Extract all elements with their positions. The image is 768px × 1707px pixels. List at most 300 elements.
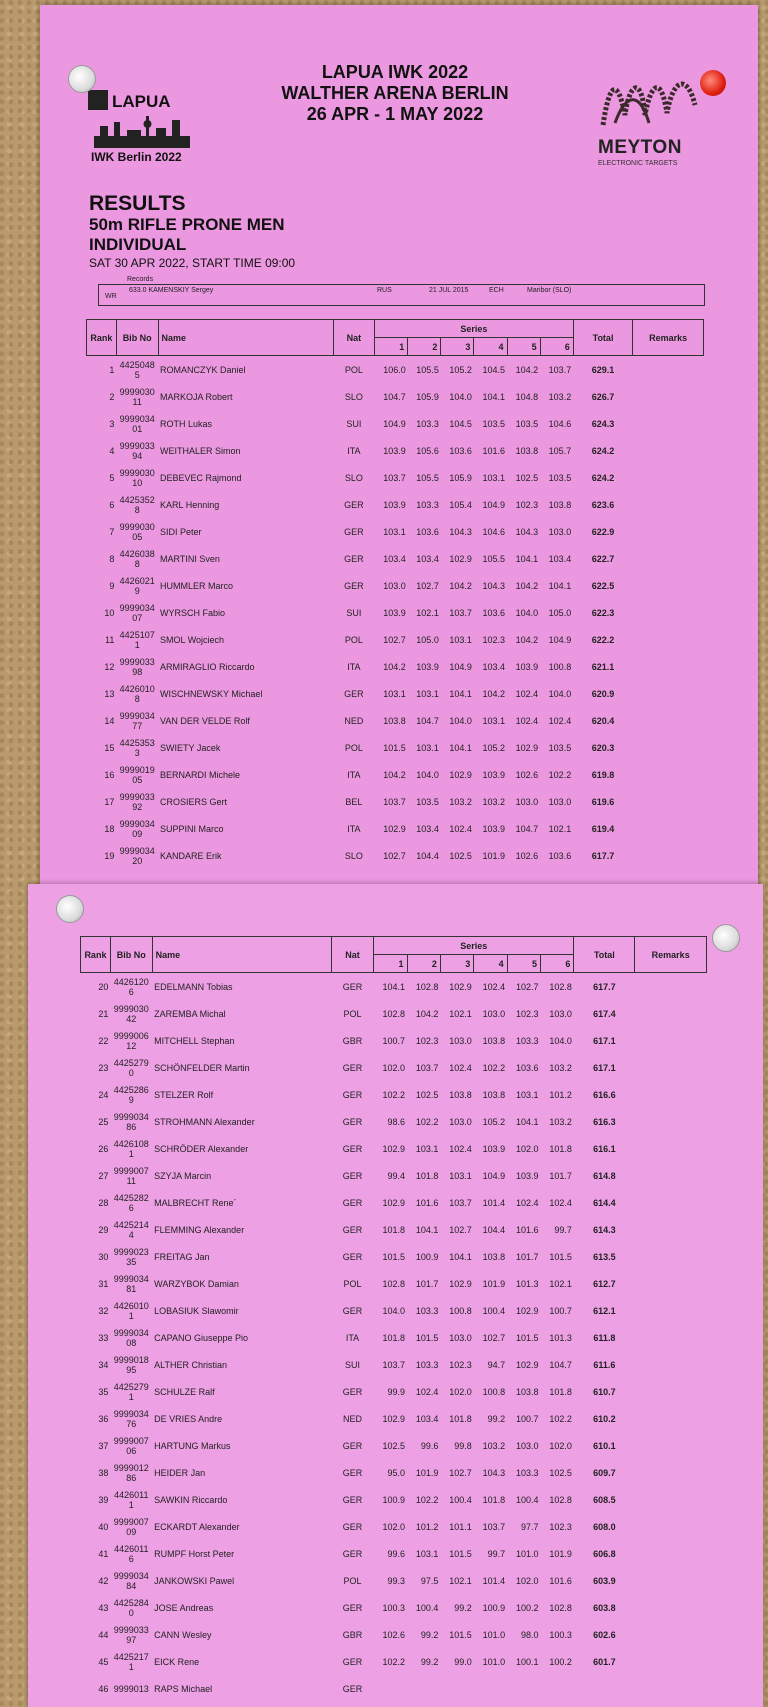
bib-number: 9999030 xyxy=(119,521,155,532)
bib-number: 9999033 xyxy=(119,440,155,451)
series-2-cell: 103.4 xyxy=(416,553,439,564)
series-4-cell: 101.8 xyxy=(482,1494,506,1505)
total-cell: 610.2 xyxy=(593,1413,616,1424)
bib-cell xyxy=(110,973,152,1001)
series-3-cell: 104.9 xyxy=(449,661,472,672)
table-row xyxy=(81,1000,707,1027)
series-4-cell: 104.1 xyxy=(482,391,506,402)
series-4-cell: 105.2 xyxy=(482,742,506,753)
series-2-cell: 103.1 xyxy=(416,688,439,699)
series-4-cell: 100.4 xyxy=(482,1305,506,1316)
total-cell: 612.7 xyxy=(593,1278,616,1289)
series-3-cell: 102.5 xyxy=(449,850,472,861)
series-2-cell: 103.5 xyxy=(416,796,439,807)
col-bib: Bib No xyxy=(116,320,158,356)
table-row xyxy=(81,1675,707,1702)
nation-cell: GER xyxy=(342,1116,363,1127)
athlete-name: ECKARDT Alexander xyxy=(154,1521,240,1532)
athlete-name: ALTHER Christian xyxy=(154,1359,228,1370)
series-5-cell: 102.0 xyxy=(516,1143,539,1154)
bib-suffix: 97 xyxy=(126,1634,137,1645)
series-2-cell: 101.6 xyxy=(415,1197,439,1208)
series-5-cell: 102.6 xyxy=(515,769,539,780)
bib-cell xyxy=(110,1000,152,1027)
table-row xyxy=(87,545,704,572)
nation-cell: SLO xyxy=(344,391,363,402)
nation-cell: NED xyxy=(344,715,364,726)
nation-cell: GER xyxy=(344,553,364,564)
rank-cell: 17 xyxy=(104,796,115,807)
series-4-cell: 103.1 xyxy=(482,472,506,483)
bib-cell xyxy=(110,1189,152,1216)
table-row xyxy=(81,1027,707,1054)
athlete-name: SCHULZE Ralf xyxy=(154,1386,215,1397)
col-series: Series xyxy=(375,320,574,338)
athlete-name: CROSIERS Gert xyxy=(160,796,228,807)
series-2-cell: 101.7 xyxy=(415,1278,439,1289)
series-3-cell: 102.0 xyxy=(449,1386,472,1397)
bib-suffix: 98 xyxy=(132,666,143,677)
series-1-cell: 102.9 xyxy=(382,1197,406,1208)
remarks-cell xyxy=(635,1270,707,1297)
series-4-cell: 104.6 xyxy=(482,526,506,537)
record-date: 21 JUL 2015 xyxy=(429,287,469,294)
col-s1: 1 xyxy=(375,338,408,356)
bib-cell xyxy=(110,1135,152,1162)
remarks-cell xyxy=(633,356,704,384)
bib-number: 9999034 xyxy=(119,413,155,424)
series-6-cell: 103.2 xyxy=(548,391,572,402)
total-cell: 622.3 xyxy=(591,607,615,618)
series-3-cell: 103.0 xyxy=(449,1116,472,1127)
table-row xyxy=(87,464,704,491)
total-cell: 622.5 xyxy=(591,580,615,591)
bib-number: 9999033 xyxy=(113,1624,149,1635)
series-5-cell: 104.0 xyxy=(515,607,539,618)
series-6-cell: 102.2 xyxy=(549,1413,572,1424)
bib-number: 4426010 xyxy=(119,683,155,694)
record-nat: RUS xyxy=(377,287,392,294)
bib-cell xyxy=(110,1486,152,1513)
bib-number: 9999007 xyxy=(113,1435,149,1446)
results-table-page-1 xyxy=(86,319,704,869)
table-row xyxy=(81,973,707,1001)
col-s3: 3 xyxy=(440,955,473,973)
total-cell: 606.8 xyxy=(593,1548,616,1559)
nation-cell: GER xyxy=(342,1440,363,1451)
nation-cell: SLO xyxy=(344,472,363,483)
total-cell: 621.1 xyxy=(591,661,615,672)
bib-cell xyxy=(110,1405,152,1432)
series-3-cell: 99.0 xyxy=(454,1656,472,1667)
series-5-cell: 102.4 xyxy=(515,715,539,726)
total-cell: 610.7 xyxy=(593,1386,616,1397)
series-1-cell: 99.4 xyxy=(387,1170,406,1181)
total-cell: 626.7 xyxy=(591,391,615,402)
series-4-cell: 101.0 xyxy=(482,1629,506,1640)
athlete-name: ARMIRAGLIO Riccardo xyxy=(160,661,255,672)
bib-suffix: 76 xyxy=(126,1418,137,1429)
series-4-cell: 103.4 xyxy=(482,661,506,672)
remarks-cell xyxy=(633,545,704,572)
total-cell: 602.6 xyxy=(593,1629,616,1640)
bib-cell xyxy=(116,518,158,545)
bib-cell xyxy=(116,356,158,384)
athlete-name: ZAREMBA Michal xyxy=(154,1008,226,1019)
remarks-cell xyxy=(635,1567,707,1594)
series-5-cell: 102.9 xyxy=(516,1305,539,1316)
remarks-cell xyxy=(635,1216,707,1243)
total-cell: 619.6 xyxy=(591,796,615,807)
series-3-cell: 105.9 xyxy=(449,472,472,483)
athlete-name: MITCHELL Stephan xyxy=(154,1035,235,1046)
total-cell: 603.9 xyxy=(593,1575,616,1586)
col-s4: 4 xyxy=(474,338,507,356)
nation-cell: ITA xyxy=(347,769,361,780)
nation-cell: POL xyxy=(344,634,363,645)
bib-number: 9999034 xyxy=(113,1327,149,1338)
athlete-name: SCHRÖDER Alexander xyxy=(154,1143,249,1154)
series-6-cell: 102.8 xyxy=(549,981,572,992)
bib-number: 4425214 xyxy=(113,1219,149,1230)
series-6-cell: 103.6 xyxy=(548,850,572,861)
series-5-cell: 104.7 xyxy=(515,823,539,834)
rank-cell: 3 xyxy=(109,418,115,429)
series-4-cell: 104.2 xyxy=(482,688,506,699)
bib-suffix: 42 xyxy=(126,1013,137,1024)
series-3-cell: 102.1 xyxy=(449,1575,472,1586)
bib-cell xyxy=(116,842,158,869)
series-6-cell: 103.2 xyxy=(549,1062,572,1073)
bib-suffix: 94 xyxy=(132,450,143,461)
total-cell: 620.3 xyxy=(591,742,615,753)
rank-cell: 13 xyxy=(104,688,115,699)
series-6-cell: 103.0 xyxy=(548,526,572,537)
series-5-cell: 97.7 xyxy=(521,1521,539,1532)
series-1-cell: 102.9 xyxy=(383,823,406,834)
rank-cell: 29 xyxy=(98,1224,109,1235)
series-3-cell: 102.4 xyxy=(449,1143,472,1154)
bib-number: 9999034 xyxy=(119,710,155,721)
series-4-cell: 100.8 xyxy=(482,1386,506,1397)
bib-suffix: 01 xyxy=(132,423,143,434)
series-6-cell: 104.1 xyxy=(548,580,572,591)
col-nat: Nat xyxy=(331,937,373,973)
lapua-mark-icon xyxy=(88,90,108,110)
athlete-name: DEBEVEC Rajmond xyxy=(160,472,242,483)
series-4-cell: 103.9 xyxy=(482,823,506,834)
bib-cell xyxy=(110,1054,152,1081)
lapua-event-text: IWK Berlin 2022 xyxy=(91,150,182,164)
bib-number: 4426011 xyxy=(114,1489,149,1500)
bib-cell xyxy=(116,707,158,734)
bib-number: 4425352 xyxy=(119,494,155,505)
total-cell: 617.7 xyxy=(593,981,616,992)
series-5-cell: 103.1 xyxy=(516,1089,539,1100)
series-3-cell: 99.8 xyxy=(454,1440,472,1451)
bib-suffix: 9 xyxy=(134,585,140,596)
bib-cell xyxy=(110,1216,152,1243)
series-5-cell: 103.9 xyxy=(516,1170,539,1181)
series-6-cell: 102.3 xyxy=(549,1521,572,1532)
bib-suffix: 77 xyxy=(132,720,143,731)
series-6-cell: 101.9 xyxy=(549,1548,572,1559)
athlete-name: EDELMANN Tobias xyxy=(154,981,233,992)
bib-suffix: 06 xyxy=(126,1445,137,1456)
nation-cell: POL xyxy=(344,742,363,753)
bib-cell xyxy=(110,1270,152,1297)
total-cell: 612.1 xyxy=(593,1305,616,1316)
series-6-cell: 104.0 xyxy=(548,688,572,699)
series-3-cell: 102.4 xyxy=(449,1062,472,1073)
remarks-cell xyxy=(635,1378,707,1405)
series-5-cell: 104.3 xyxy=(515,526,539,537)
table-row xyxy=(81,1162,707,1189)
series-2-cell: 104.2 xyxy=(415,1008,439,1019)
series-3-cell: 102.3 xyxy=(449,1359,472,1370)
bib-cell xyxy=(116,761,158,788)
series-3-cell: 103.6 xyxy=(449,445,472,456)
bib-cell xyxy=(110,1027,152,1054)
bib-suffix: 0 xyxy=(128,1067,134,1078)
rank-cell: 9 xyxy=(109,580,115,591)
series-3-cell: 101.1 xyxy=(449,1521,472,1532)
bib-number: 4426038 xyxy=(119,548,155,559)
remarks-cell xyxy=(635,973,707,1001)
series-2-cell xyxy=(407,1675,440,1702)
total-cell: 619.8 xyxy=(591,769,615,780)
remarks-cell xyxy=(633,626,704,653)
series-1-cell: 99.6 xyxy=(387,1548,406,1559)
bib-suffix: 1 xyxy=(128,1391,134,1402)
series-3-cell: 104.1 xyxy=(449,688,472,699)
series-3-cell: 104.1 xyxy=(449,742,472,753)
bib-number: 9999034 xyxy=(119,818,155,829)
athlete-name: SZYJA Marcin xyxy=(154,1170,212,1181)
bib-suffix: 05 xyxy=(132,531,143,542)
bib-suffix: 20 xyxy=(132,855,143,866)
total-cell: 603.8 xyxy=(593,1602,616,1613)
series-6-cell: 100.8 xyxy=(548,661,572,672)
athlete-name: HUMMLER Marco xyxy=(160,580,234,591)
series-5-cell: 101.0 xyxy=(516,1548,539,1559)
bib-suffix: 5 xyxy=(134,369,140,380)
table-row xyxy=(81,1405,707,1432)
bib-number: 9999034 xyxy=(113,1408,149,1419)
pushpin-icon xyxy=(712,924,740,952)
total-cell: 616.3 xyxy=(593,1116,616,1127)
col-s4: 4 xyxy=(474,955,507,973)
series-4-cell: 101.4 xyxy=(482,1197,506,1208)
series-5-cell: 102.9 xyxy=(515,742,539,753)
total-cell: 622.7 xyxy=(591,553,615,564)
athlete-name: VAN DER VELDE Rolf xyxy=(160,715,250,726)
total-cell: 610.1 xyxy=(593,1440,616,1451)
lapua-brand-text: LAPUA xyxy=(112,92,171,111)
series-3-cell xyxy=(440,1675,473,1702)
bib-suffix: 11 xyxy=(126,1175,136,1186)
series-3-cell: 104.0 xyxy=(449,715,472,726)
series-5-cell: 103.8 xyxy=(516,1386,539,1397)
results-heading-block xyxy=(89,193,295,271)
table-row xyxy=(87,599,704,626)
series-4-cell: 101.4 xyxy=(482,1575,506,1586)
nation-cell: GER xyxy=(344,580,364,591)
nation-cell: POL xyxy=(344,364,363,375)
nation-cell: GER xyxy=(342,1305,363,1316)
total-cell: 609.7 xyxy=(593,1467,616,1478)
table-row xyxy=(81,1594,707,1621)
table-row xyxy=(81,1216,707,1243)
series-3-cell: 101.5 xyxy=(449,1548,472,1559)
athlete-name: FLEMMING Alexander xyxy=(154,1224,245,1235)
remarks-cell xyxy=(635,1486,707,1513)
series-5-cell: 102.4 xyxy=(516,1197,539,1208)
athlete-name: STELZER Rolf xyxy=(154,1089,214,1100)
athlete-name: RUMPF Horst Peter xyxy=(154,1548,235,1559)
series-2-cell: 101.2 xyxy=(415,1521,439,1532)
remarks-cell xyxy=(635,1324,707,1351)
total-cell: 617.1 xyxy=(593,1035,616,1046)
nation-cell: GBR xyxy=(342,1629,363,1640)
bib-cell xyxy=(110,1567,152,1594)
series-3-cell: 103.7 xyxy=(449,1197,472,1208)
series-6-cell: 102.4 xyxy=(549,1197,572,1208)
series-4-cell: 103.8 xyxy=(482,1251,506,1262)
rank-cell: 40 xyxy=(98,1521,109,1532)
series-5-cell: 100.2 xyxy=(516,1602,539,1613)
col-rank: Rank xyxy=(81,937,111,973)
meyton-logo xyxy=(595,65,715,175)
nation-cell: GER xyxy=(342,981,363,992)
series-5-cell xyxy=(507,1675,540,1702)
remarks-cell xyxy=(633,815,704,842)
event-title-line-2: WALTHER ARENA BERLIN xyxy=(281,83,509,103)
remarks-cell xyxy=(635,1297,707,1324)
table-row xyxy=(87,815,704,842)
total-cell: 616.1 xyxy=(593,1143,616,1154)
rank-cell: 37 xyxy=(98,1440,109,1451)
nation-cell: GER xyxy=(342,1494,363,1505)
series-6-cell: 103.0 xyxy=(549,1008,572,1019)
series-1-cell: 103.7 xyxy=(382,1359,406,1370)
col-total: Total xyxy=(574,937,635,973)
series-4-cell: 105.2 xyxy=(482,1116,506,1127)
bib-number: 9999030 xyxy=(119,386,155,397)
athlete-name: SIDI Peter xyxy=(160,526,202,537)
rank-cell: 43 xyxy=(98,1602,109,1613)
table-row xyxy=(87,437,704,464)
series-1-cell: 103.8 xyxy=(383,715,406,726)
series-4-cell: 103.8 xyxy=(482,1089,506,1100)
nation-cell: GER xyxy=(342,1521,363,1532)
table-row xyxy=(81,1432,707,1459)
bib-suffix: 86 xyxy=(126,1121,137,1132)
series-5-cell: 103.0 xyxy=(516,1440,539,1451)
series-1-cell: 106.0 xyxy=(383,364,406,375)
athlete-name: WYRSCH Fabio xyxy=(160,607,226,618)
series-3-cell: 103.2 xyxy=(449,796,472,807)
bib-cell xyxy=(110,1324,152,1351)
table-row xyxy=(87,788,704,815)
bib-cell xyxy=(110,1351,152,1378)
rank-cell: 36 xyxy=(98,1413,109,1424)
remarks-cell xyxy=(635,1675,707,1702)
series-5-cell: 104.2 xyxy=(515,634,539,645)
table-row xyxy=(81,1324,707,1351)
series-2-cell: 99.2 xyxy=(420,1656,439,1667)
col-s2: 2 xyxy=(407,955,440,973)
bib-cell xyxy=(116,572,158,599)
rank-cell: 12 xyxy=(104,661,115,672)
bib-number: 9999030 xyxy=(113,1003,149,1014)
series-1-cell: 102.2 xyxy=(382,1656,406,1667)
bib-suffix: 09 xyxy=(132,828,143,839)
rank-cell: 19 xyxy=(104,850,115,861)
nation-cell: SUI xyxy=(346,607,362,618)
total-cell: 629.1 xyxy=(591,364,615,375)
results-table-page-2 xyxy=(80,936,707,1702)
nation-cell: SUI xyxy=(346,418,362,429)
series-3-cell: 103.7 xyxy=(449,607,472,618)
series-2-cell: 99.2 xyxy=(420,1629,439,1640)
series-4-cell: 103.0 xyxy=(482,1008,506,1019)
series-3-cell: 101.5 xyxy=(449,1629,472,1640)
bib-suffix: 0 xyxy=(128,1607,134,1618)
nation-cell: GER xyxy=(342,1548,363,1559)
series-6-cell: 102.1 xyxy=(549,1278,572,1289)
remarks-cell xyxy=(635,1162,707,1189)
series-6-cell: 101.3 xyxy=(549,1332,572,1343)
athlete-name: MALBRECHT Rene´ xyxy=(154,1197,237,1208)
series-3-cell: 105.2 xyxy=(449,364,472,375)
series-6-cell: 105.0 xyxy=(548,607,572,618)
bib-cell xyxy=(116,626,158,653)
table-row xyxy=(87,410,704,437)
record-type: WR xyxy=(105,293,117,300)
remarks-cell xyxy=(633,383,704,410)
athlete-name: DE VRIES Andre xyxy=(154,1413,223,1424)
pushpin-icon xyxy=(56,895,84,923)
rank-cell: 10 xyxy=(104,607,115,618)
series-5-cell: 104.2 xyxy=(515,580,539,591)
rank-cell: 21 xyxy=(98,1008,109,1019)
series-1-cell: 98.6 xyxy=(387,1116,406,1127)
record-place: Maribor (SLO) xyxy=(527,287,572,294)
series-1-cell: 100.7 xyxy=(382,1035,406,1046)
total-cell: 616.6 xyxy=(593,1089,616,1100)
series-4-cell: 103.5 xyxy=(482,418,506,429)
series-4-cell: 104.5 xyxy=(482,364,506,375)
table-row xyxy=(81,1135,707,1162)
remarks-cell xyxy=(635,1540,707,1567)
table-row xyxy=(81,1108,707,1135)
series-3-cell: 102.9 xyxy=(449,1278,472,1289)
series-6-cell: 103.4 xyxy=(548,553,572,564)
rank-cell: 44 xyxy=(98,1629,109,1640)
rank-cell: 45 xyxy=(98,1656,109,1667)
athlete-name: ROMANCZYK Daniel xyxy=(160,364,246,375)
bib-number: 9999033 xyxy=(119,656,155,667)
col-s2: 2 xyxy=(408,338,441,356)
nation-cell: GER xyxy=(342,1656,363,1667)
col-s5: 5 xyxy=(507,338,540,356)
series-5-cell: 102.7 xyxy=(516,981,539,992)
table-row xyxy=(81,1297,707,1324)
series-1-cell: 102.5 xyxy=(382,1440,406,1451)
bib-cell xyxy=(116,734,158,761)
nation-cell: GER xyxy=(342,1197,363,1208)
